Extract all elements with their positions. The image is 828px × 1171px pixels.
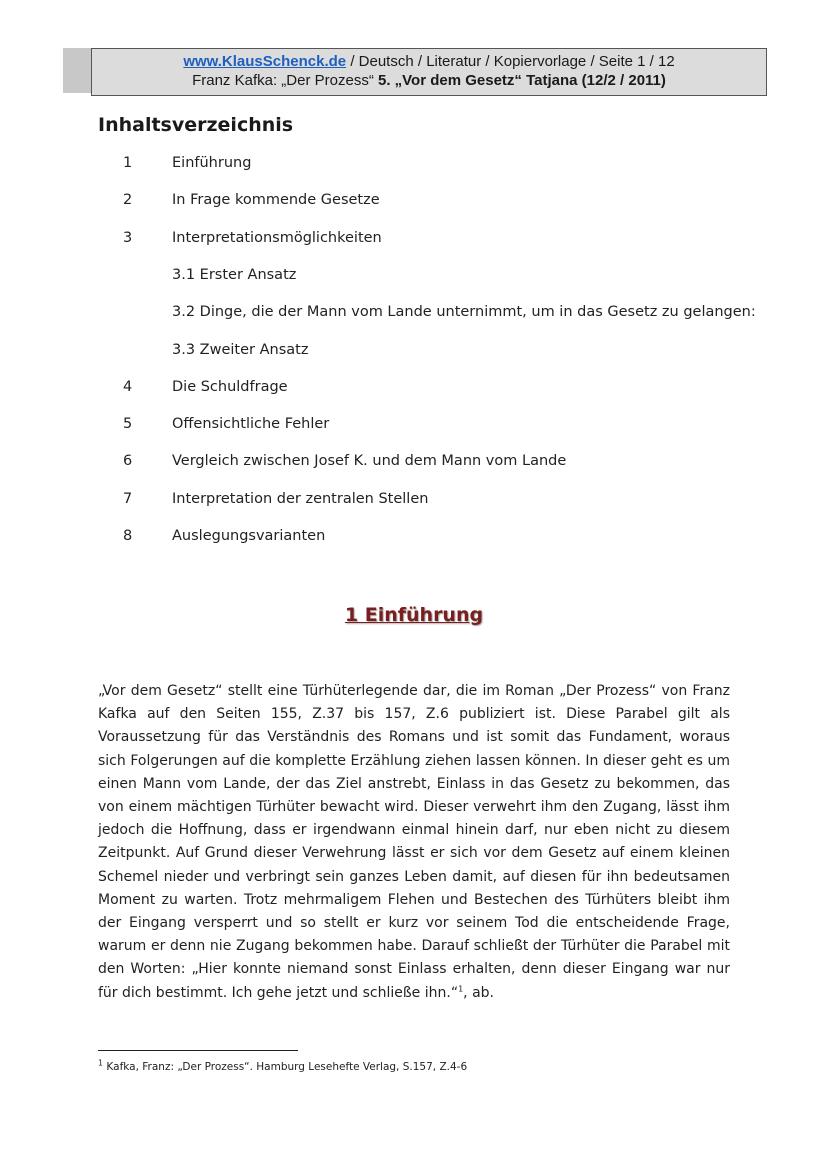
site-link[interactable]: www.KlausSchenck.de [183,53,347,70]
toc-item-label: Die Schuldfrage [172,378,288,395]
toc-item-number: 2 [123,192,133,209]
toc-item-label: Einführung [172,155,252,171]
footnote-divider [98,1050,298,1051]
toc-item-number: 1 [123,155,133,171]
toc-item-label: 3.2 Dinge, die der Mann vom Lande unternimmt, um in das Gesetz zu gelangen: [172,304,756,321]
toc-item-number: 4 [123,378,133,395]
body-paragraph [98,680,730,1005]
footnote [98,1058,468,1073]
toc-title: Inhaltsverzeichnis [98,114,294,136]
header-side-bar [63,48,91,93]
footnote-reference[interactable]: 1 [458,983,464,993]
header-line-2 [92,71,766,90]
paragraph-end: , ab. [463,984,494,1001]
page-header [91,48,767,96]
header-path: / Deutsch / Literatur / Kopiervorlage / Seite 1 / 12 [346,53,675,70]
footnote-number: 1 [98,1058,104,1068]
section-heading-text: 1 Einführung [344,604,484,626]
section-heading [0,604,828,626]
header-author-work: Franz Kafka: „Der Prozess“ [192,72,378,89]
toc-item-number: 6 [123,453,133,470]
toc-item-label: 3.1 Erster Ansatz [172,266,297,283]
toc-item-number: 7 [123,490,133,507]
toc-item-label: Auslegungsvarianten [172,528,326,544]
toc-item-label: Interpretationsmöglichkeiten [172,229,382,246]
toc-item-number: 8 [123,528,133,544]
toc-item-label: Interpretation der zentralen Stellen [172,490,429,507]
header-line-1 [92,52,766,71]
footnote-text: Kafka, Franz: „Der Prozess“. Hamburg Lesehefte Verlag, S.157, Z.4-6 [103,1061,468,1073]
toc-item-number: 5 [123,416,133,433]
toc-item-label: Vergleich zwischen Josef K. und dem Mann vom Lande [172,453,567,470]
paragraph-text: „Vor dem Gesetz“ stellt eine Türhüterlegende dar, die im Roman „Der Prozess“ von Franz Kafka auf den Seiten 155, Z.37 bis 157, Z.6 publiziert ist. Diese Parabel gilt als Voraussetzung für das Verständnis des Romans und ist somit das Fundament, woraus sich Folgerungen auf die komplette Erzählung ziehen lassen können. In dieser geht es um einen Mann vom Lande, der das Ziel anstrebt, Einlass in das Gesetz zu bekommen, das von einem mächtigen Türhüter bewacht wird. Dieser verwehrt ihm den Zugang, lässt ihm jedoch die Hoffnung, dass er irgendwann einmal hinein darf, nur eben nicht zu diesem Zeitpunkt. Auf Grund dieser Verwehrung lässt er sich vor dem Gesetz auf einem kleinen Schemel nieder und verbringt sein ganzes Leben damit, auf diesen für ihn bedeutsamen Moment zu warten. Trotz mehrmaligem Flehen und Bestechen des Türhüters bleibt ihm der Eingang versperrt und so stellt er kurz vor seinem Tod die entscheidende Frage, warum er denn nie Zugang bekommen habe. Darauf schließt der Türhüter die Parabel mit den Worten: „Hier konnte niemand sonst Einlass erhalten, denn dieser Eingang war nur für dich bestimmt. Ich gehe jetzt und schließe ihn.“ [98,683,730,1001]
header-topic: 5. „Vor dem Gesetz“ Tatjana (12/2 / 2011) [377,72,666,89]
toc-item-label: In Frage kommende Gesetze [172,192,380,209]
toc-item-label: 3.3 Zweiter Ansatz [172,341,309,358]
toc-item-label: Offensichtliche Fehler [172,416,330,433]
toc-item-number: 3 [123,229,133,246]
